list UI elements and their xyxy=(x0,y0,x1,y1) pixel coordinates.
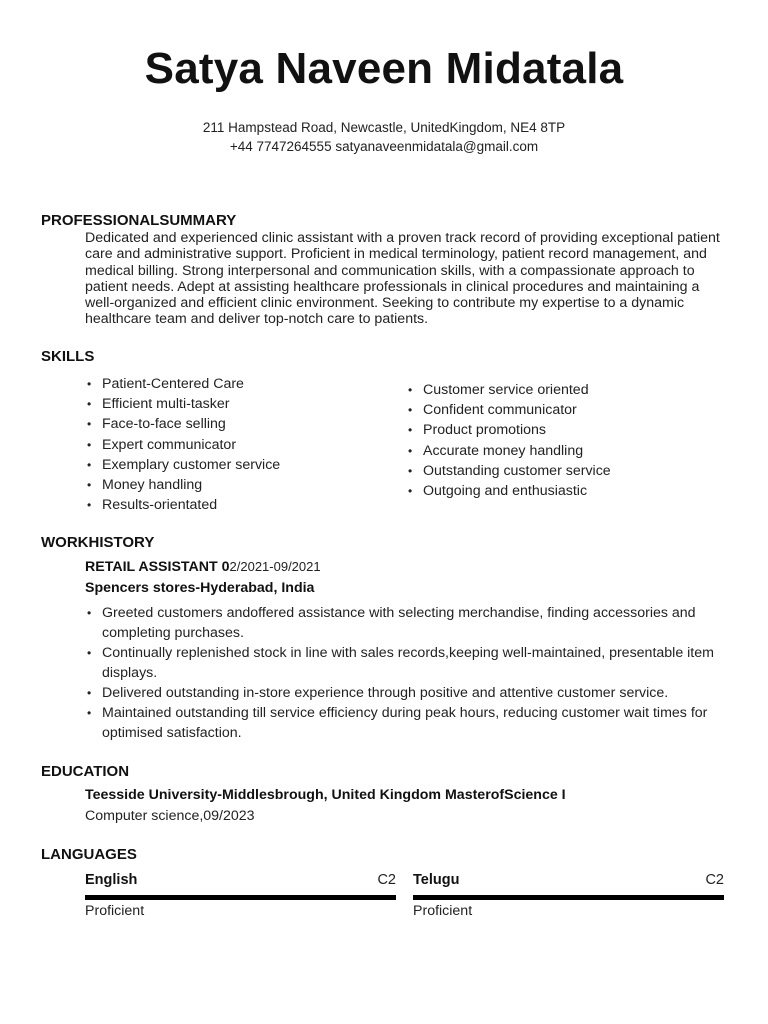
work-bullet: • Maintained outstanding till service efficiency during peak hours, reducing customer wait times for optimised satisfaction. xyxy=(85,703,725,743)
language-description: Proficient xyxy=(413,903,473,919)
language-level: C2 xyxy=(377,872,396,888)
education-heading: EDUCATION xyxy=(41,763,130,780)
job-dates: 2/2021-09/2021 xyxy=(229,559,321,574)
language-english xyxy=(85,872,396,919)
proficiency-bar xyxy=(413,895,724,900)
work-bullet: • Greeted customers andoffered assistance with selecting merchandise, finding accessories and completing purchases. xyxy=(85,603,725,643)
skill-item: • Exemplary customer service xyxy=(85,455,385,475)
job-title: RETAIL ASSISTANT 0 xyxy=(85,559,230,575)
languages-heading: LANGUAGES xyxy=(41,846,137,863)
address: 211 Hampstead Road, Newcastle, UnitedKingdom, NE4 8TP xyxy=(202,120,566,135)
skill-item: • Patient-Centered Care xyxy=(85,374,385,394)
education-school: Teesside University-Middlesbrough, United Kingdom MasterofScience I xyxy=(85,787,566,803)
summary-heading: PROFESSIONALSUMMARY xyxy=(41,212,237,229)
skills-list-left xyxy=(85,374,385,515)
work-bullets xyxy=(85,603,725,743)
skill-item: • Customer service oriented xyxy=(406,380,726,400)
skills-list-right xyxy=(406,380,726,501)
language-telugu xyxy=(413,872,724,919)
skills-heading: SKILLS xyxy=(41,348,95,365)
language-name: English xyxy=(85,872,138,888)
job-employer: Spencers stores-Hyderabad, India xyxy=(85,580,315,596)
education-detail: Computer science,09/2023 xyxy=(85,808,255,824)
job-title-line xyxy=(85,559,321,575)
summary-text: Dedicated and experienced clinic assistant with a proven track record of providing exceptional patient care and administrative support. Proficient in medical terminology, patient record management, and medical billing. Strong interpersonal and communication skills, with a compassionate approach to patient needs. Adept at assisting healthcare professionals in clinical procedures and maintaining a well-organized and efficient clinic environment. Seeking to contribute my expertise to a dynamic healthcare team and deliver top-notch care to patients. xyxy=(85,230,720,328)
language-description: Proficient xyxy=(85,903,145,919)
skill-item: • Product promotions xyxy=(406,420,726,440)
skill-item: • Confident communicator xyxy=(406,400,726,420)
skill-item: • Outgoing and enthusiastic xyxy=(406,481,726,501)
skill-item: • Expert communicator xyxy=(85,435,385,455)
skill-item: • Face-to-face selling xyxy=(85,414,385,434)
language-level: C2 xyxy=(705,872,724,888)
work-bullet: • Delivered outstanding in-store experience through positive and attentive customer service. xyxy=(85,683,725,703)
skill-item: • Outstanding customer service xyxy=(406,461,726,481)
phone-email: +44 7747264555 satyanaveenmidatala@gmail.com xyxy=(229,139,539,154)
skill-item: • Results-orientated xyxy=(85,495,385,515)
candidate-name: Satya Naveen Midatala xyxy=(144,44,624,93)
skill-item: • Money handling xyxy=(85,475,385,495)
skill-item: • Accurate money handling xyxy=(406,441,726,461)
work-bullet: • Continually replenished stock in line with sales records,keeping well-maintained, presentable item displays. xyxy=(85,643,725,683)
skill-item: • Efficient multi-tasker xyxy=(85,394,385,414)
language-name: Telugu xyxy=(413,872,460,888)
proficiency-bar xyxy=(85,895,396,900)
work-heading: WORKHISTORY xyxy=(41,534,155,551)
contact-block xyxy=(0,118,768,156)
